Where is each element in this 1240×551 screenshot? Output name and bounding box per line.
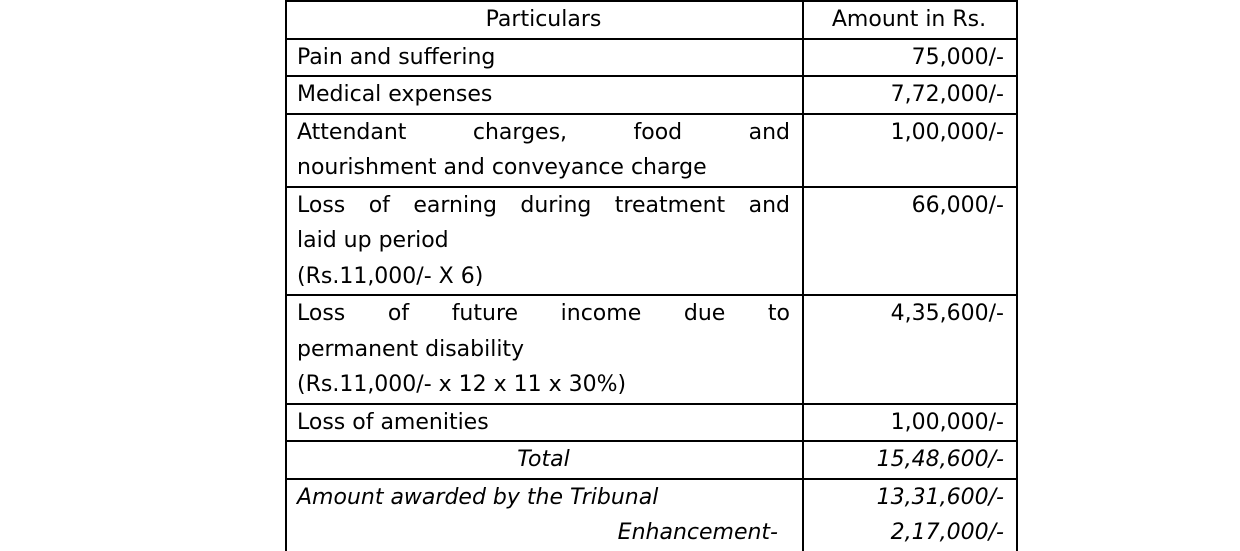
particulars-line: nourishment and conveyance charge (297, 155, 707, 180)
tribunal-row (286, 479, 1017, 551)
row-particulars-loss-of-earning (286, 187, 803, 296)
particulars-line: laid up period (297, 228, 449, 253)
row-amount: 1,00,000/- (803, 404, 1017, 442)
table-row (286, 295, 1017, 404)
table-row (286, 404, 1017, 442)
row-particulars-pain-and-suffering (286, 39, 803, 77)
enhancement-amount: 2,17,000/- (890, 520, 1004, 545)
row-amount: 1,00,000/- (803, 114, 1017, 187)
tribunal-amount: 13,31,600/- (876, 484, 1004, 510)
row-particulars-attendant-charges (286, 114, 803, 187)
particulars-line: (Rs.11,000/- X 6) (297, 263, 484, 289)
table-row (286, 76, 1017, 114)
particulars-line: Loss of amenities (297, 409, 489, 435)
total-row (286, 441, 1017, 479)
header-row (286, 1, 1017, 39)
tribunal-amount-cell (803, 479, 1017, 551)
particulars-line: Loss of earning during treatment and (297, 192, 790, 218)
row-amount: 75,000/- (803, 39, 1017, 77)
row-particulars-loss-of-future-income (286, 295, 803, 404)
enhancement-label: Enhancement- (617, 520, 778, 545)
particulars-line: Medical expenses (297, 82, 493, 107)
table-row (286, 187, 1017, 296)
tribunal-cell (286, 479, 803, 551)
table-row (286, 114, 1017, 187)
particulars-line: Attendant charges, food and (297, 119, 790, 145)
total-label: Total (286, 441, 803, 479)
particulars-line: Pain and suffering (297, 44, 496, 70)
row-particulars-medical-expenses (286, 76, 803, 114)
row-particulars-loss-of-amenities (286, 404, 803, 442)
row-amount: 4,35,600/- (803, 295, 1017, 404)
tribunal-label: Amount awarded by the Tribunal (297, 484, 659, 510)
row-amount: 66,000/- (803, 187, 1017, 296)
particulars-line: (Rs.11,000/- x 12 x 11 x 30%) (297, 372, 627, 397)
row-amount: 7,72,000/- (803, 76, 1017, 114)
compensation-table (285, 0, 1018, 551)
particulars-line: Loss of future income due to (297, 301, 790, 326)
total-amount: 15,48,600/- (803, 441, 1017, 479)
header-amount: Amount in Rs. (803, 1, 1017, 39)
header-particulars: Particulars (286, 1, 803, 39)
particulars-line: permanent disability (297, 336, 525, 362)
table-row (286, 39, 1017, 77)
